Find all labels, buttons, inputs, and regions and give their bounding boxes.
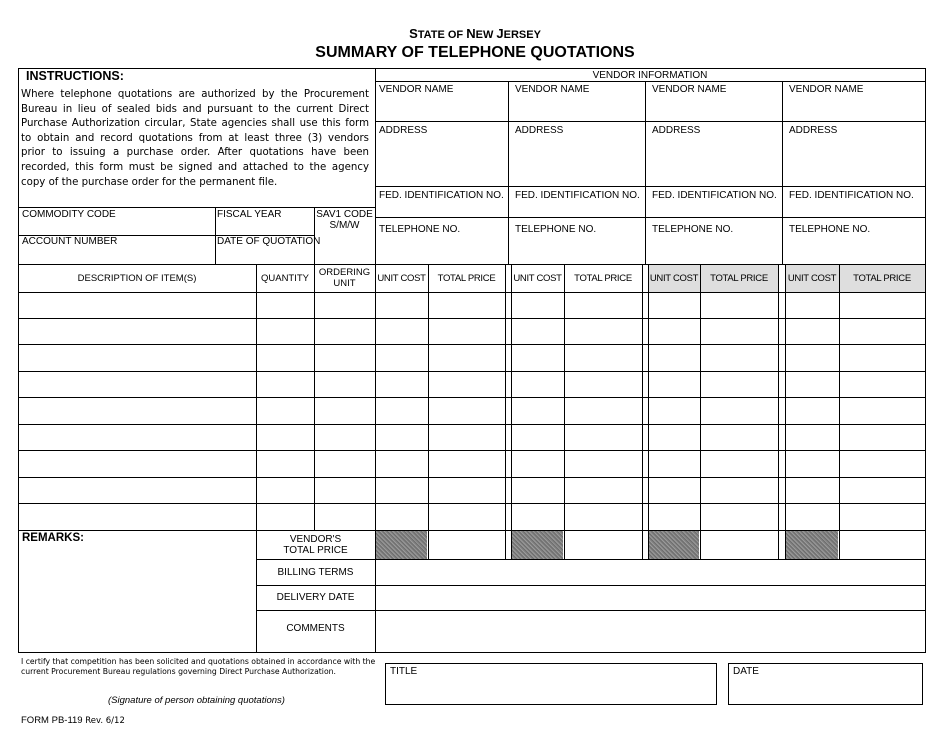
vendor2-name-label: VENDOR NAME: [515, 84, 590, 95]
date-of-quotation-label: DATE OF QUOTATION: [217, 236, 321, 247]
state-heading: STATE OF NEW JERSEY: [409, 26, 541, 41]
vendor-information-heading: VENDOR INFORMATION: [592, 70, 708, 81]
date-label: DATE: [733, 666, 759, 677]
vendor4-total-price-header: TOTAL PRICE: [853, 273, 911, 284]
vendor3-total-price-header: TOTAL PRICE: [710, 273, 768, 284]
vendor4-name-label: VENDOR NAME: [789, 84, 864, 95]
vendor2-telephone-label: TELEPHONE NO.: [515, 224, 597, 235]
sav1-code-label: SAV1 CODE: [316, 209, 373, 220]
vendor3-fed-id-label: FED. IDENTIFICATION NO.: [652, 190, 777, 201]
vendor2-address-label: ADDRESS: [515, 125, 564, 136]
vendor4-address-label: ADDRESS: [789, 125, 838, 136]
vendor3-unit-cost-header: UNIT COST: [649, 273, 699, 284]
vendors-total-price-line2: TOTAL PRICE: [283, 545, 348, 556]
vendor2-unit-cost-header: UNIT COST: [513, 273, 562, 284]
vendor3-unitcost-total-shade: [649, 530, 699, 559]
quantity-header: QUANTITY: [260, 273, 310, 284]
commodity-code-label: COMMODITY CODE: [22, 209, 116, 220]
ordering-unit-header-line2: UNIT: [333, 278, 356, 289]
vendor3-address-label: ADDRESS: [652, 125, 701, 136]
vendor1-unit-cost-header: UNIT COST: [377, 273, 426, 284]
signature-caption: (Signature of person obtaining quotations): [108, 695, 285, 706]
ordering-unit-header-line1: ORDERING: [318, 267, 371, 278]
vendor1-telephone-label: TELEPHONE NO.: [379, 224, 461, 235]
vendor1-fed-id-label: FED. IDENTIFICATION NO.: [379, 190, 504, 201]
vendor3-name-label: VENDOR NAME: [652, 84, 727, 95]
vendor3-telephone-label: TELEPHONE NO.: [652, 224, 734, 235]
vendor4-telephone-label: TELEPHONE NO.: [789, 224, 871, 235]
comments-label: COMMENTS: [286, 623, 345, 634]
vendor2-unitcost-total-shade: [512, 530, 563, 559]
vendor1-unitcost-total-shade: [376, 530, 427, 559]
remarks-heading: REMARKS:: [22, 532, 84, 544]
billing-terms-label: BILLING TERMS: [277, 567, 354, 578]
vendor1-name-label: VENDOR NAME: [379, 84, 454, 95]
delivery-date-label: DELIVERY DATE: [276, 592, 355, 603]
vendor2-fed-id-label: FED. IDENTIFICATION NO.: [515, 190, 640, 201]
form-title: SUMMARY OF TELEPHONE QUOTATIONS: [315, 44, 635, 61]
vendor4-fed-id-label: FED. IDENTIFICATION NO.: [789, 190, 914, 201]
instructions-heading: INSTRUCTIONS:: [26, 69, 124, 83]
vendor2-total-price-header: TOTAL PRICE: [574, 273, 632, 284]
vendor1-address-label: ADDRESS: [379, 125, 428, 136]
instructions-text: Where telephone quotations are authorized by the Procurement Bureau in lieu of sealed bids and pursuant to the current Direct Purchase Authorization circular, State agencies shall use this form to obtain and record quotations from at least three (3) vendors prior to issuing a purchase order. After quotations have been recorded, this form must be signed and attached to the agency copy of the purchase order for the permanent file.: [21, 89, 369, 188]
account-number-label: ACCOUNT NUMBER: [22, 236, 118, 247]
vendor4-unit-cost-header: UNIT COST: [787, 273, 837, 284]
certification-text: I certify that competition has been solicited and quotations obtained in accordance with the current Procurement Bureau regulations governing Direct Purchase Authorization.: [21, 657, 376, 676]
vendors-total-price-line1: VENDOR'S: [289, 534, 342, 545]
vendor4-unitcost-total-shade: [786, 530, 838, 559]
description-header: DESCRIPTION OF ITEM(S): [77, 273, 197, 284]
title-label: TITLE: [390, 666, 418, 677]
form-revision: Rev. 6/12: [85, 716, 125, 726]
vendor1-total-price-header: TOTAL PRICE: [437, 273, 496, 284]
smw-label: S/M/W: [329, 220, 360, 231]
fiscal-year-label: FISCAL YEAR: [217, 209, 282, 220]
form-number: FORM PB-119 Rev. 6/12: [21, 715, 125, 726]
